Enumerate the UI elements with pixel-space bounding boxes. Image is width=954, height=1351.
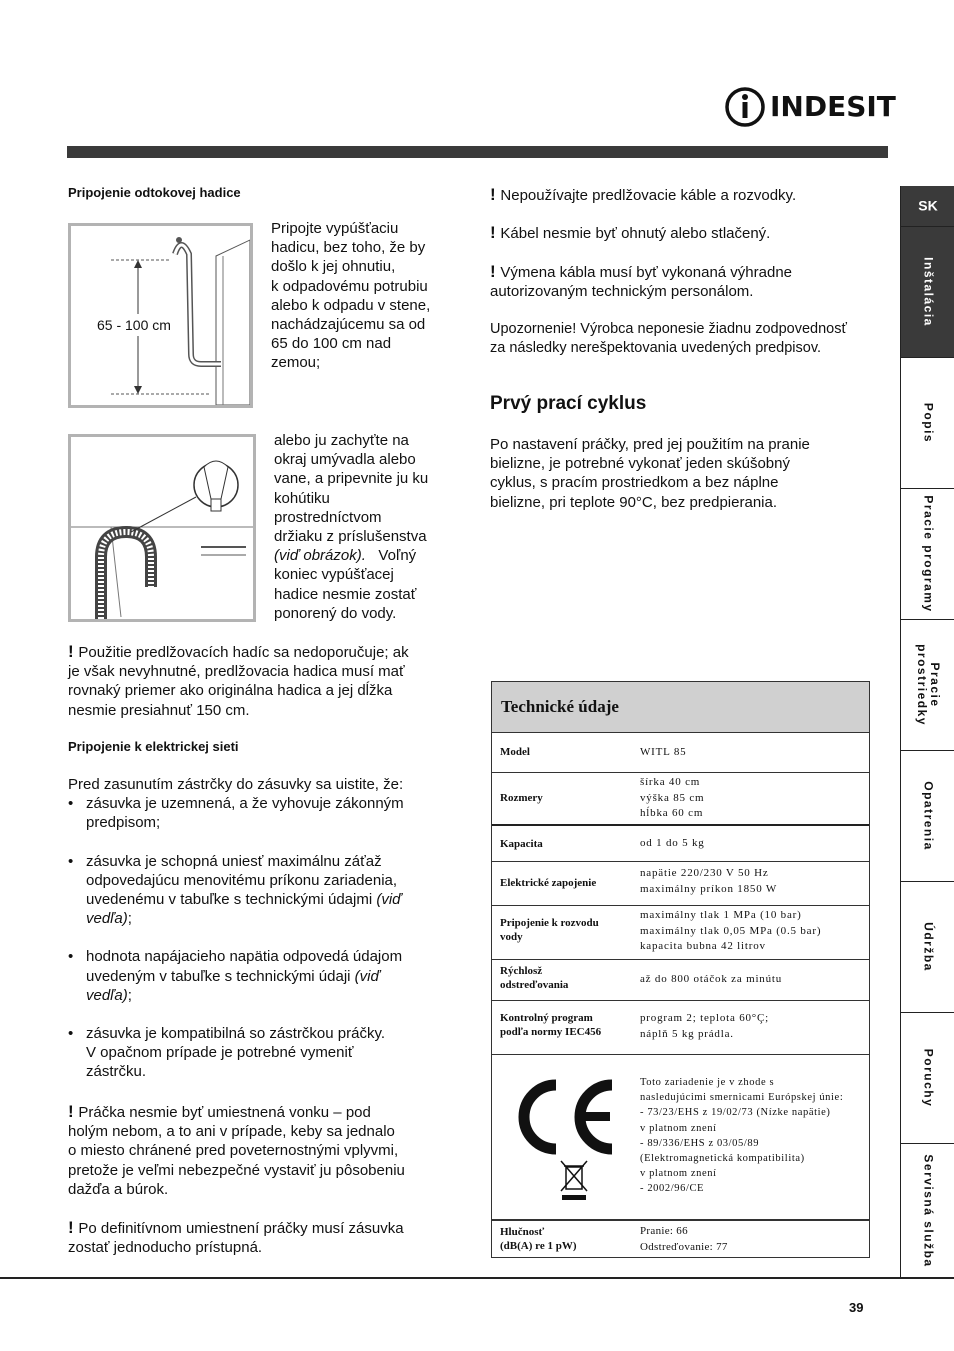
drain-sink-figure <box>68 434 256 622</box>
table-row: Elektrické zapojenie napätie 220/230 V 50 Hz maximálny príkon 1850 W <box>492 862 869 906</box>
table-row: Rýchlosž odstreďovania až do 800 otáčok za minútu <box>492 960 869 1001</box>
elec-checklist: Pred zasunutím zástrčky do zásuvky sa uistite, že: • zásuvka je uzemnená, a že vyhovuje zákonným predpisom; • zásuvka je schopná uniesť maximálnu záťaž odpovedajúcu menovitému príkonu zariadenia, uvedenému v tabuľke s technickými údajmi (viď vedľa); • hodnota napájacieho napätia odpovedá údajom uvedeným v tabuľke s technickými údaji (viď vedľa); • zásuvka je kompatibilná so zástrčkou práčky. V opačnom prípade je potrebné vymeniť zástrčku. <box>68 776 404 1081</box>
header-bar <box>67 146 888 158</box>
warning-access: ! Po definitívnom umiestnení práčky musí zásuvka zostať jednoducho prístupná. <box>68 1218 404 1257</box>
page-number: 39 <box>849 1300 864 1315</box>
table-row: Model WITL 85 <box>492 733 869 773</box>
warning-cable-bent: ! Kábel nesmie byť ohnutý alebo stlačený. <box>490 223 771 242</box>
elec-heading: Pripojenie k elektrickej sieti <box>68 739 239 754</box>
drain-wall-figure <box>68 223 253 408</box>
indesit-i-icon <box>724 86 768 128</box>
drain-wall-text: Pripojte vypúšťaciu hadicu, bez toho, že by došlo k jej ohnutiu, k odpadovému potrubiu alebo k odpadu v stene, nachádzajúcemu sa od 65 do 100 cm nad zemou; <box>271 220 431 372</box>
indesit-logo <box>724 86 896 128</box>
first-cycle-heading: Prvý prací cyklus <box>490 393 647 414</box>
tech-specs-table <box>491 681 870 1258</box>
drain-sink-text: alebo ju zachyťte na okraj umývadla alebo vane, a pripevnite ju ku kohútiku prostredníctvom držiaku z príslušenstva (viď obrázok). Voľný koniec vypúšťacej hadice nesmie zostať ponorený do vody. <box>274 432 429 622</box>
warning-cable-replace: ! Výmena kábla musí byť vykonaná výhradne autorizovaným technickým personálom. <box>490 262 793 301</box>
tab-pracie-prostriedky[interactable]: Pracie prostriedky <box>901 620 954 751</box>
tab-pracie-programy[interactable]: Pracie programy <box>901 489 954 620</box>
height-range-label: 65 - 100 cm <box>97 317 171 333</box>
tech-specs-title: Technické údaje <box>492 682 869 733</box>
table-row: Toto zariadenie je v zhode s nasledujúcimi smernicami Európskej únie: - 73/23/EHS z 19/02/73 (Nízke napätie) v platnom znení - 89/336/EHS z 03/05/89 (Elektromagnetická kompatibilita) v platnom znení - 2002/96/CE <box>492 1055 869 1220</box>
manufacturer-notice: Upozornenie! Výrobca neponesie žiadnu zodpovednosť za následky nerešpektovania uvedených predpisov. <box>490 321 847 357</box>
drain-heading: Pripojenie odtokovej hadice <box>68 185 241 200</box>
footer-rule <box>0 1277 954 1279</box>
weee-bin-icon <box>559 1159 589 1201</box>
table-row: Kontrolný program podľa normy IEC456 program 2; teplota 60°Ç; náplň 5 kg prádla. <box>492 1001 869 1055</box>
first-cycle-text: Po nastavení práčky, pred jej použitím na pranie bielizne, je potrebné vykonať jeden skúšobný cyklus, s pracím prostriedkom a bez náplne bielizne, pri teplote 90°C, bez predpierania. <box>490 436 810 511</box>
warning-outdoor: ! Práčka nesmie byť umiestnená vonku – pod holým nebom, a to ani v prípade, keby sa jednalo o miesto chránené pred poveternostnými vplyvmi, pretože je veľmi nebezpečné vystaviť ju pôsobeniu dažďa a búrok. <box>68 1102 405 1198</box>
warning-cables: ! Nepoužívajte predlžovacie káble a rozvodky. <box>490 185 797 204</box>
tab-udrzba[interactable]: Údržba <box>901 882 954 1013</box>
tab-popis[interactable]: Popis <box>901 358 954 489</box>
ce-mark-icon <box>518 1079 618 1155</box>
table-row: Hlučnosť (dB(A) re 1 pW) Pranie: 66 Odstreďovanie: 77 <box>492 1220 869 1257</box>
warning-hose-extension: ! Použitie predlžovacích hadíc sa nedoporučuje; ak je však nevyhnutné, predlžovacia hadica musí mať rovnaký priemer ako originálna hadica a jej dĺžka nesmie presiahnuť 150 cm. <box>68 642 409 719</box>
table-row: Rozmery šírka 40 cm výška 85 cm hĺbka 60 cm <box>492 773 869 826</box>
section-sidebar <box>900 186 954 1278</box>
lang-tab-sk[interactable]: SK <box>901 186 954 227</box>
brand-name: INDESIT <box>770 90 896 123</box>
table-row: Kapacita od 1 do 5 kg <box>492 826 869 862</box>
tab-opatrenia[interactable]: Opatrenia <box>901 751 954 882</box>
tab-poruchy[interactable]: Poruchy <box>901 1013 954 1144</box>
table-row: Pripojenie k rozvodu vody maximálny tlak 1 MPa (10 bar) maximálny tlak 0,05 MPa (0.5 bar) kapacita bubna 42 litrov <box>492 906 869 960</box>
tab-servisna-sluzba[interactable]: Servisná služba <box>921 1153 936 1268</box>
tab-instalacia[interactable]: Inštalácia <box>901 227 954 358</box>
